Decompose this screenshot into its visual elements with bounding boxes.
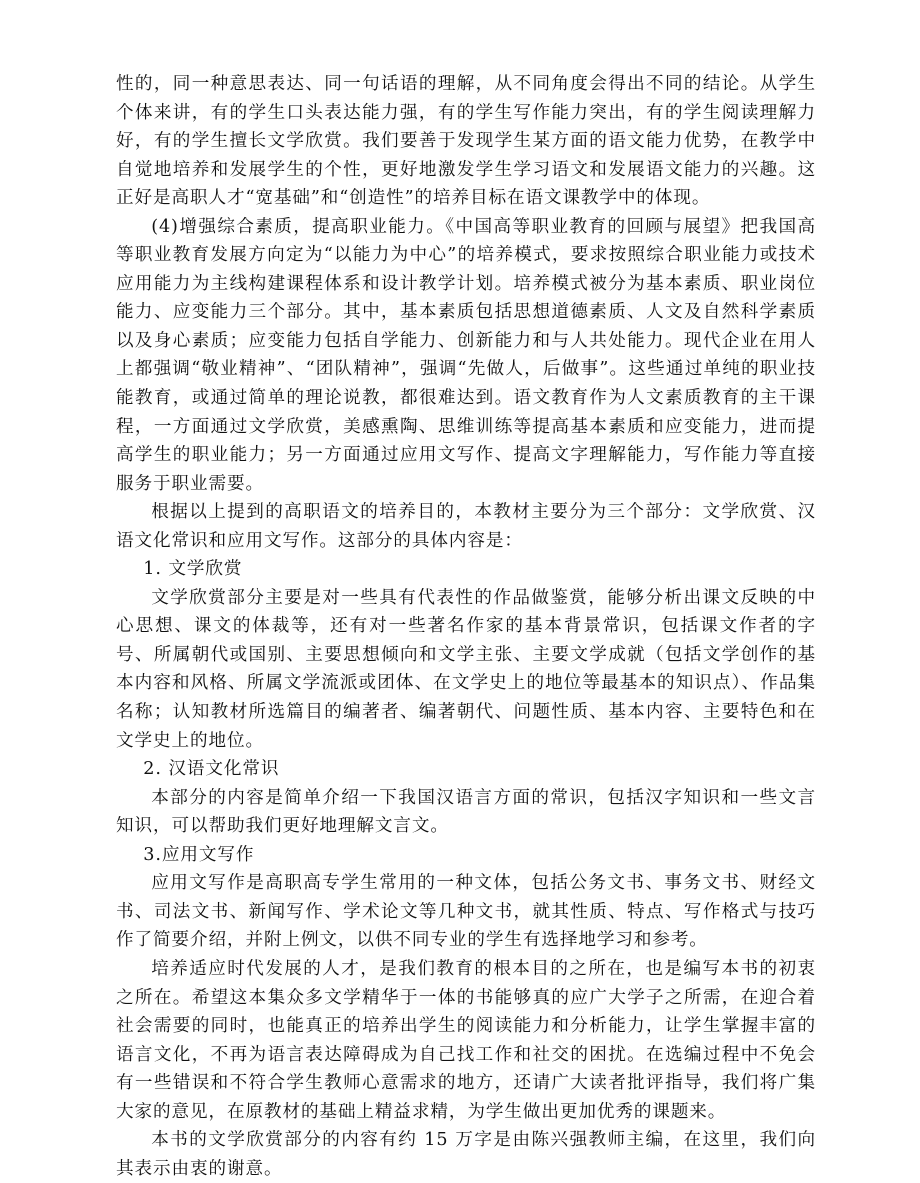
section-heading-literature: 1. 文学欣赏 bbox=[143, 559, 243, 580]
paragraph-literature: 文学欣赏部分主要是对一些具有代表性的作品做鉴赏，能够分析出课文反映的中心思想、课文的体裁等，还有对一些著名作家的基本背景常识，包括课文作者的字号、所属朝代或国别、主要思想倾向和文学主张、主要文学成就（包括文学创作的基本内容和风格、所属文学流派或团体、在文学史上的地位等最基本的知识点）、作品集名称；认知教材所选篇目的编著者、编著朝代、问题性质、基本内容、主要特色和在文学史上的地位。 bbox=[116, 587, 816, 751]
paragraph-vocational-ability: (4)增强综合素质，提高职业能力。《中国高等职业教育的回顾与展望》把我国高等职业教育发展方向定为“以能力为中心”的培养模式，要求按照综合职业能力或技术应用能力为主线构建课程体系和设计教学计划。培养模式被分为基本素质、职业岗位能力、应变能力三个部分。其中，基本素质包括思想道德素质、人文及自然科学素质以及身心素质；应变能力包括自学能力、创新能力和与人共处能力。现代企业在用人上都强调“敬业精神”、“团队精神”，强调“先做人，后做事”。这些通过单纯的职业技能教育，或通过简单的理论说教，都很难达到。语文教育作为人文素质教育的主干课程，一方面通过文学欣赏，美感熏陶、思维训练等提高基本素质和应变能力，进而提高学生的职业能力；另一方面通过应用文写作、提高文字理解能力，写作能力等直接服务于职业需要。 bbox=[116, 216, 816, 494]
section-heading-practical-writing: 3.应用文写作 bbox=[143, 844, 255, 865]
section-heading-chinese-culture: 2. 汉语文化常识 bbox=[143, 759, 280, 780]
paragraph-textbook-structure: 根据以上提到的高职语文的培养目的，本教材主要分为三个部分：文学欣赏、汉语文化常识和应用文写作。这部分的具体内容是： bbox=[116, 502, 816, 551]
paragraph-chinese-culture: 本部分的内容是简单介绍一下我国汉语言方面的常识，包括汉字知识和一些文言知识，可以帮助我们更好地理解文言文。 bbox=[116, 787, 816, 837]
paragraph-continuation: 性的，同一种意思表达、同一句话语的理解，从不同角度会得出不同的结论。从学生个体来讲，有的学生口头表达能力强，有的学生写作能力突出，有的学生阅读理解力好，有的学生擅长文学欣赏。我们要善于发现学生某方面的语文能力优势，在教学中自觉地培养和发展学生的个性，更好地激发学生学习语文和发展语文能力的兴趣。这正好是高职人才“宽基础”和“创造性”的培养目标在语文课教学中的体现。 bbox=[116, 74, 816, 209]
document-page bbox=[116, 70, 816, 1183]
paragraph-purpose: 培养适应时代发展的人才，是我们教育的根本目的之所在，也是编写本书的初衷之所在。希望这本集众多文学精华于一体的书能够真的应广大学子之所需，在迎合着社会需要的同时，也能真正的培养出学生的阅读能力和分析能力，让学生掌握丰富的语言文化，不再为语言表达障碍成为自己找工作和社交的困扰。在选编过程中不免会有一些错误和不符合学生教师心意需求的地方，还请广大读者批评指导，我们将广集大家的意见，在原教材的基础上精益求精，为学生做出更加优秀的课题来。 bbox=[116, 958, 816, 1122]
paragraph-acknowledgement: 本书的文学欣赏部分的内容有约 15 万字是由陈兴强教师主编，在这里，我们向其表示由衷的谢意。 bbox=[116, 1130, 816, 1179]
paragraph-practical-writing: 应用文写作是高职高专学生常用的一种文体，包括公务文书、事务文书、财经文书、司法文书、新闻写作、学术论文等几种文书，就其性质、特点、写作格式与技巧作了简要介绍，并附上例文，以供不同专业的学生有选择地学习和参考。 bbox=[116, 873, 816, 951]
